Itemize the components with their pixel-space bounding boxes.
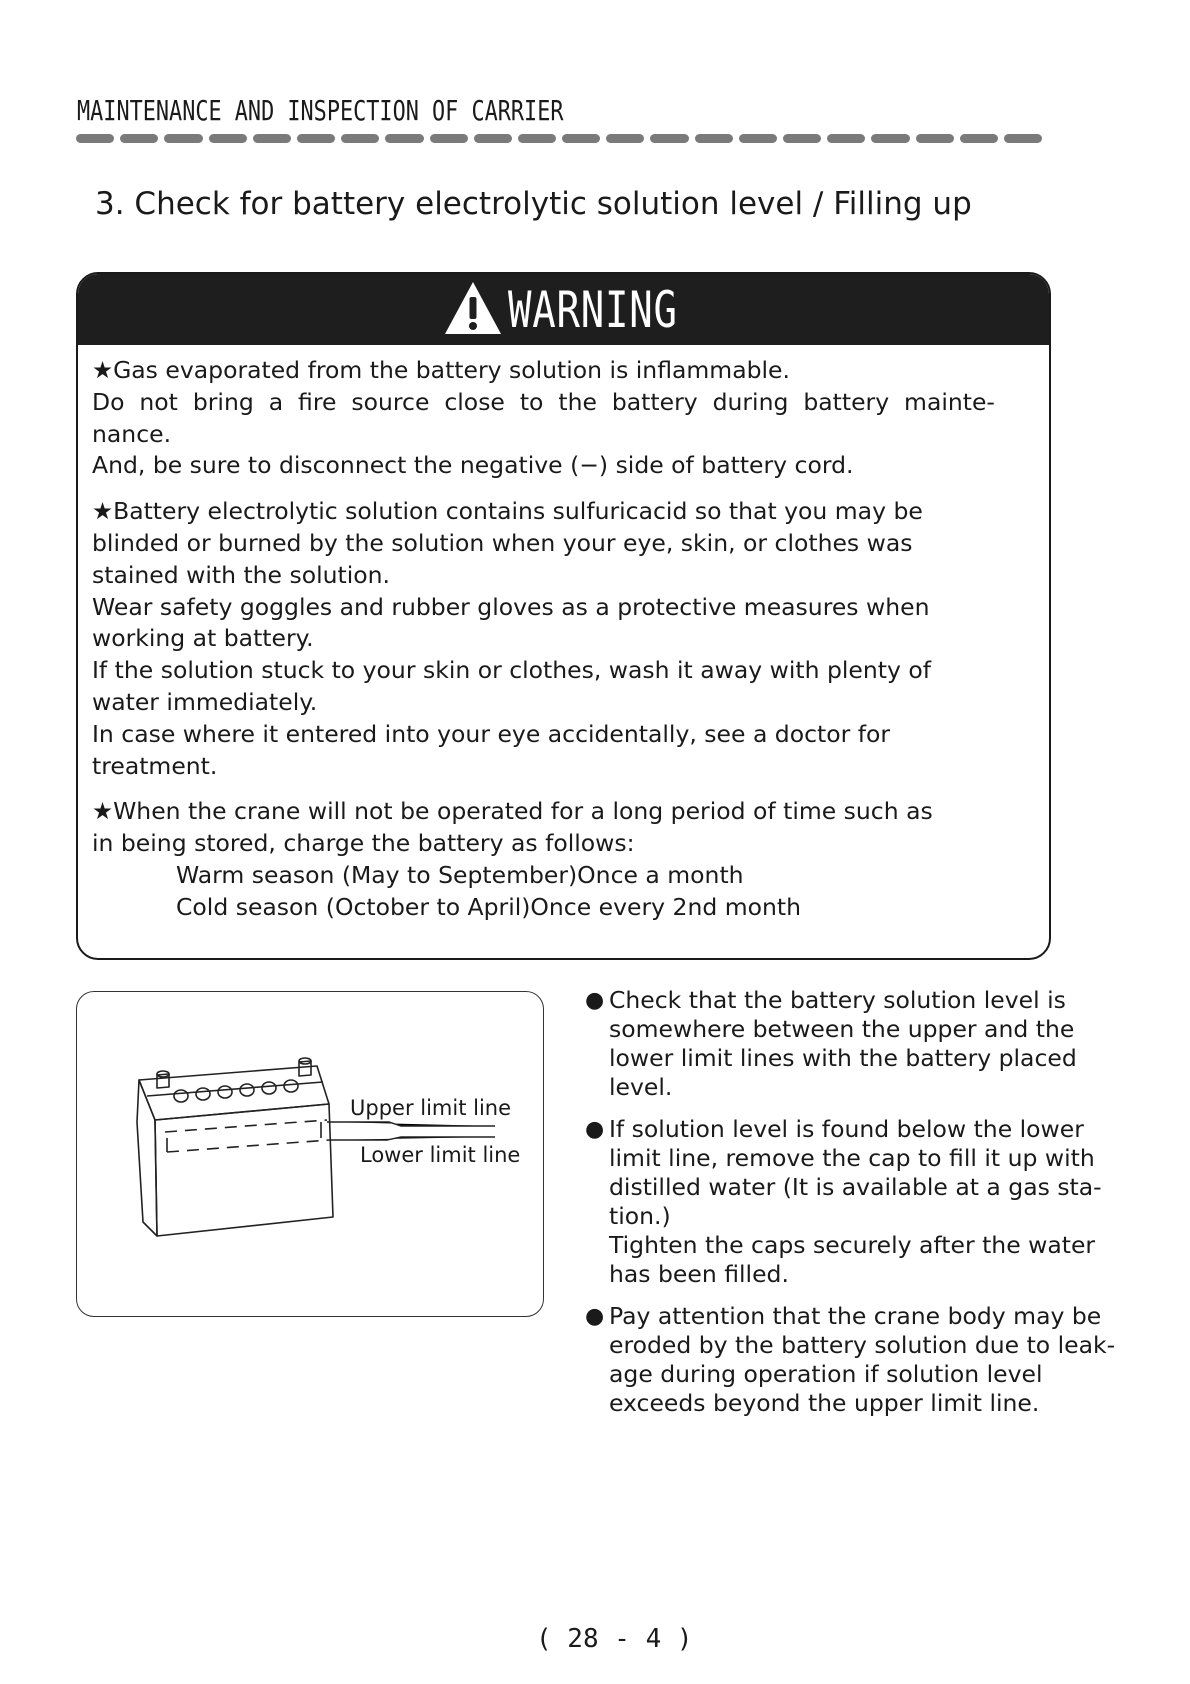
- warning-line: in being stored, charge the battery as follows:: [92, 829, 635, 858]
- warning-box: [76, 272, 1051, 960]
- bullet-line: lower limit lines with the battery placed: [609, 1044, 1077, 1072]
- warning-triangle-icon: [442, 279, 504, 341]
- charge-schedule-cold: Cold season (October to April)Once every 2nd month: [176, 892, 802, 921]
- battery-figure: [76, 991, 544, 1317]
- bullet-line: If solution level is found below the lower: [609, 1115, 1084, 1143]
- header-dashed-rule: [76, 134, 1042, 143]
- warning-paragraph-storage: [92, 796, 1034, 923]
- bullet-item-check-level: [585, 986, 1125, 1102]
- bullet-dot-icon: ●: [585, 988, 605, 1013]
- warning-line: blinded or burned by the solution when your eye, skin, or clothes was: [92, 528, 913, 557]
- bullet-line: Check that the battery solution level is: [609, 986, 1066, 1014]
- bullet-line: has been filled.: [609, 1260, 789, 1288]
- bullet-line: Pay attention that the crane body may be: [609, 1302, 1102, 1330]
- bullet-dot-icon: ●: [585, 1117, 605, 1142]
- bullet-line: limit line, remove the cap to fill it up with: [609, 1144, 1095, 1172]
- warning-line: Do not bring a fire source close to the battery during battery mainte-: [92, 387, 995, 416]
- instruction-bullets: [585, 986, 1125, 1431]
- warning-line: Wear safety goggles and rubber gloves as a protective measures when: [92, 592, 930, 621]
- warning-line: nance.: [92, 419, 172, 448]
- bullet-line: tion.): [609, 1202, 671, 1230]
- warning-line: treatment.: [92, 751, 218, 780]
- bullet-line: age during operation if solution level: [609, 1360, 1043, 1388]
- bullet-line: level.: [609, 1073, 673, 1101]
- bullet-line: eroded by the battery solution due to leak-: [609, 1331, 1116, 1359]
- charge-schedule-warm: Warm season (May to September)Once a month: [176, 860, 744, 889]
- lower-limit-label: Lower limit line: [360, 1143, 521, 1167]
- bullet-line: distilled water (It is available at a gas sta-: [609, 1173, 1102, 1201]
- bullet-line: Tighten the caps securely after the water: [609, 1231, 1096, 1259]
- warning-line: And, be sure to disconnect the negative (−) side of battery cord.: [92, 451, 854, 480]
- warning-banner: [78, 274, 1049, 345]
- warning-line: ★When the crane will not be operated for a long period of time such as: [92, 797, 933, 826]
- section-heading: 3. Check for battery electrolytic solution level / Filling up: [95, 186, 972, 222]
- warning-line: ★Gas evaporated from the battery solution is inflammable.: [92, 356, 790, 384]
- warning-line: stained with the solution.: [92, 560, 391, 589]
- warning-line: working at battery.: [92, 624, 314, 653]
- warning-paragraph-flammable: [92, 355, 1034, 482]
- bullet-item-erosion: [585, 1302, 1125, 1418]
- warning-paragraph-acid: [92, 496, 1034, 782]
- bullet-item-fill-water: [585, 1115, 1125, 1289]
- header-title: MAINTENANCE AND INSPECTION OF CARRIER: [77, 94, 564, 127]
- warning-line: water immediately.: [92, 687, 318, 716]
- warning-body: [78, 345, 1049, 924]
- warning-line: ★Battery electrolytic solution contains sulfuricacid so that you may be: [92, 497, 923, 526]
- upper-limit-label: Upper limit line: [350, 1096, 512, 1120]
- warning-title: WARNING: [507, 280, 678, 339]
- bullet-line: somewhere between the upper and the: [609, 1015, 1075, 1043]
- page-number: ( 28 - 4 ): [536, 1624, 693, 1654]
- warning-line: In case where it entered into your eye accidentally, see a doctor for: [92, 719, 891, 748]
- bullet-line: exceeds beyond the upper limit line.: [609, 1389, 1040, 1417]
- bullet-dot-icon: ●: [585, 1304, 605, 1329]
- warning-line: If the solution stuck to your skin or clothes, wash it away with plenty of: [92, 656, 932, 685]
